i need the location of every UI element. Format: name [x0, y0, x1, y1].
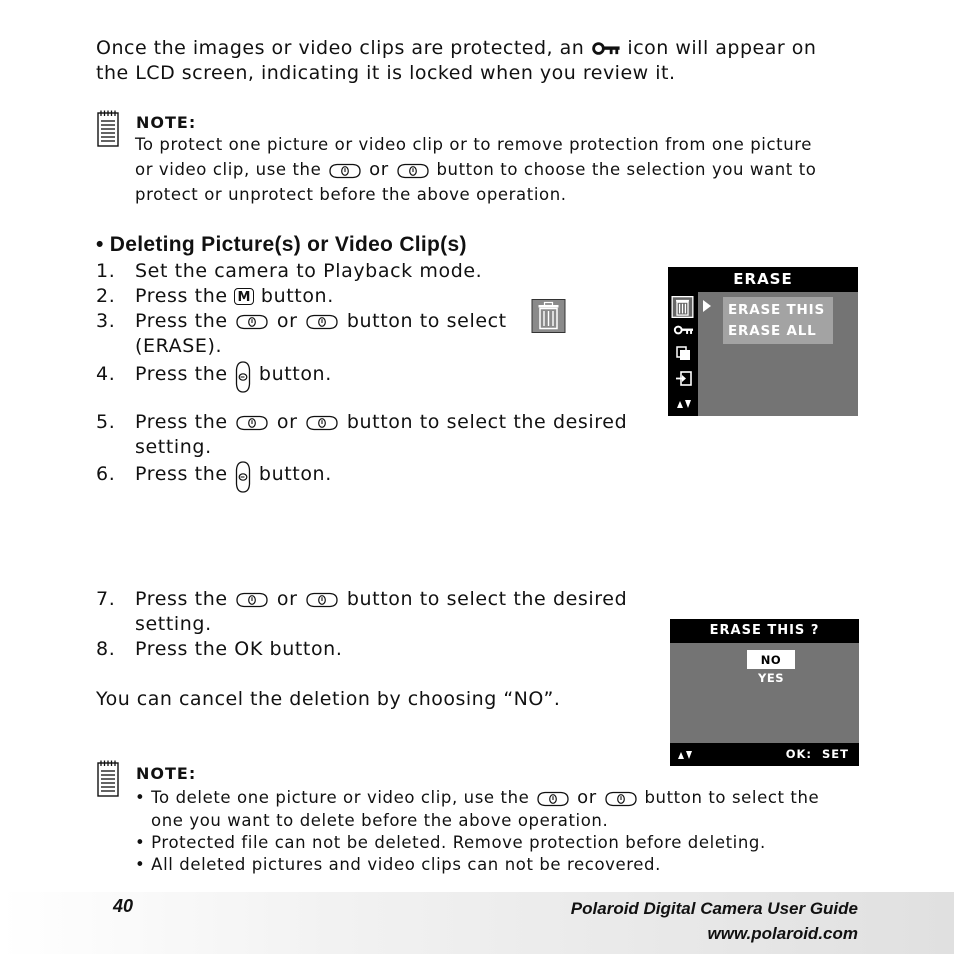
note-line: To protect one picture or video clip or to remove protection from one picture	[135, 135, 813, 154]
trash-icon	[671, 296, 694, 318]
step-text: Press the	[135, 588, 228, 610]
ok-set-label: OK: SET	[785, 747, 849, 761]
lcd-footer-bar	[670, 743, 859, 766]
step-item	[96, 360, 332, 394]
erase-menu	[723, 297, 833, 344]
note-heading: NOTE:	[136, 764, 197, 783]
intro-text: Once the images or video clips are protected, an	[96, 37, 585, 59]
up-down-icon	[676, 398, 692, 409]
note-heading: NOTE:	[136, 113, 197, 132]
note-text: or video clip, use the	[135, 160, 322, 179]
right-button-icon	[234, 360, 252, 394]
intro-line-1	[96, 36, 816, 61]
down-button-icon	[304, 414, 340, 432]
step-item	[96, 637, 342, 662]
step-item	[96, 587, 627, 612]
menu-item-erase-all[interactable]: ERASE ALL	[728, 323, 817, 339]
step-item	[96, 259, 482, 284]
step-text: Press the	[135, 638, 228, 660]
option-no[interactable]: NO	[747, 650, 795, 669]
ok-icon: OK	[234, 638, 263, 660]
step-number: 4.	[96, 363, 116, 385]
step-number: 1.	[96, 260, 116, 282]
or-text: or	[369, 159, 389, 180]
step-continuation: (ERASE).	[135, 335, 223, 357]
note-text: button to choose the selection you want to	[436, 160, 817, 179]
step-continuation: setting.	[135, 613, 212, 635]
step-text: button.	[260, 285, 334, 307]
step-item	[96, 410, 627, 435]
step-number: 6.	[96, 463, 116, 485]
step-text: Press the	[135, 363, 228, 385]
lcd-title: ERASE	[668, 267, 858, 292]
or-text: or	[276, 310, 298, 332]
up-button-icon	[234, 591, 270, 609]
page-footer	[0, 892, 954, 954]
note-icon	[96, 760, 120, 798]
right-arrow-icon	[702, 299, 712, 313]
or-text: or	[276, 588, 298, 610]
up-button-icon	[234, 313, 270, 331]
lcd-title: ERASE THIS ?	[670, 619, 859, 643]
intro-line-2: the LCD screen, indicating it is locked when you review it.	[96, 62, 676, 84]
or-text: or	[276, 411, 298, 433]
section-heading: • Deleting Picture(s) or Video Clip(s)	[96, 233, 467, 256]
step-text: Press the	[135, 463, 228, 485]
step-text: button.	[269, 638, 343, 660]
step-text: button.	[258, 363, 332, 385]
menu-m-icon: M	[234, 288, 254, 305]
down-button-icon	[304, 313, 340, 331]
down-button-icon	[603, 790, 639, 808]
step-item	[96, 460, 332, 494]
note-line	[135, 157, 816, 182]
step-number: 5.	[96, 411, 116, 433]
cancel-text: You can cancel the deletion by choosing “NO”.	[96, 688, 561, 710]
step-text: Press the	[135, 411, 228, 433]
key-icon	[673, 324, 694, 336]
footer-title: Polaroid Digital Camera User Guide	[570, 899, 858, 918]
step-text: Press the	[135, 285, 228, 307]
step-continuation: setting.	[135, 436, 212, 458]
down-button-icon	[395, 162, 431, 180]
menu-item-erase-this[interactable]: ERASE THIS	[728, 302, 825, 318]
or-text: or	[577, 787, 597, 808]
note-bullet: • All deleted pictures and video clips can not be recovered.	[135, 855, 661, 874]
step-number: 2.	[96, 285, 116, 307]
step-text: button.	[258, 463, 332, 485]
step-number: 7.	[96, 588, 116, 610]
step-text: Press the	[135, 310, 228, 332]
right-button-icon	[234, 460, 252, 494]
step-item	[96, 309, 507, 334]
step-text: button to select the desired	[346, 588, 628, 610]
step-number: 3.	[96, 310, 116, 332]
page-number: 40	[113, 896, 134, 916]
enter-icon	[676, 371, 692, 386]
up-down-icon	[677, 749, 693, 760]
step-text: button to select	[346, 310, 507, 332]
copy-icon	[676, 346, 691, 361]
step-item	[96, 284, 334, 309]
up-button-icon	[535, 790, 571, 808]
note-bullet: • Protected file can not be deleted. Remove protection before deleting.	[135, 833, 766, 852]
note-icon	[96, 110, 120, 148]
note-text: button to select the	[644, 788, 820, 807]
step-text: Set the camera to Playback mode.	[135, 260, 483, 282]
option-yes[interactable]: YES	[758, 671, 784, 685]
note-line: protect or unprotect before the above operation.	[135, 185, 567, 204]
key-icon	[591, 40, 621, 57]
intro-text: icon will appear on	[627, 37, 817, 59]
note-text: • To delete one picture or video clip, use the	[135, 788, 530, 807]
footer-url: www.polaroid.com	[707, 924, 858, 943]
up-button-icon	[327, 162, 363, 180]
step-number: 8.	[96, 638, 116, 660]
lcd-erase-screen	[668, 267, 858, 416]
trash-icon	[531, 299, 566, 333]
note-bullet-cont: one you want to delete before the above operation.	[151, 811, 609, 830]
down-button-icon	[304, 591, 340, 609]
up-button-icon	[234, 414, 270, 432]
note-bullet	[135, 787, 819, 809]
step-text: button to select the desired	[346, 411, 628, 433]
lcd-confirm-screen	[670, 619, 859, 766]
